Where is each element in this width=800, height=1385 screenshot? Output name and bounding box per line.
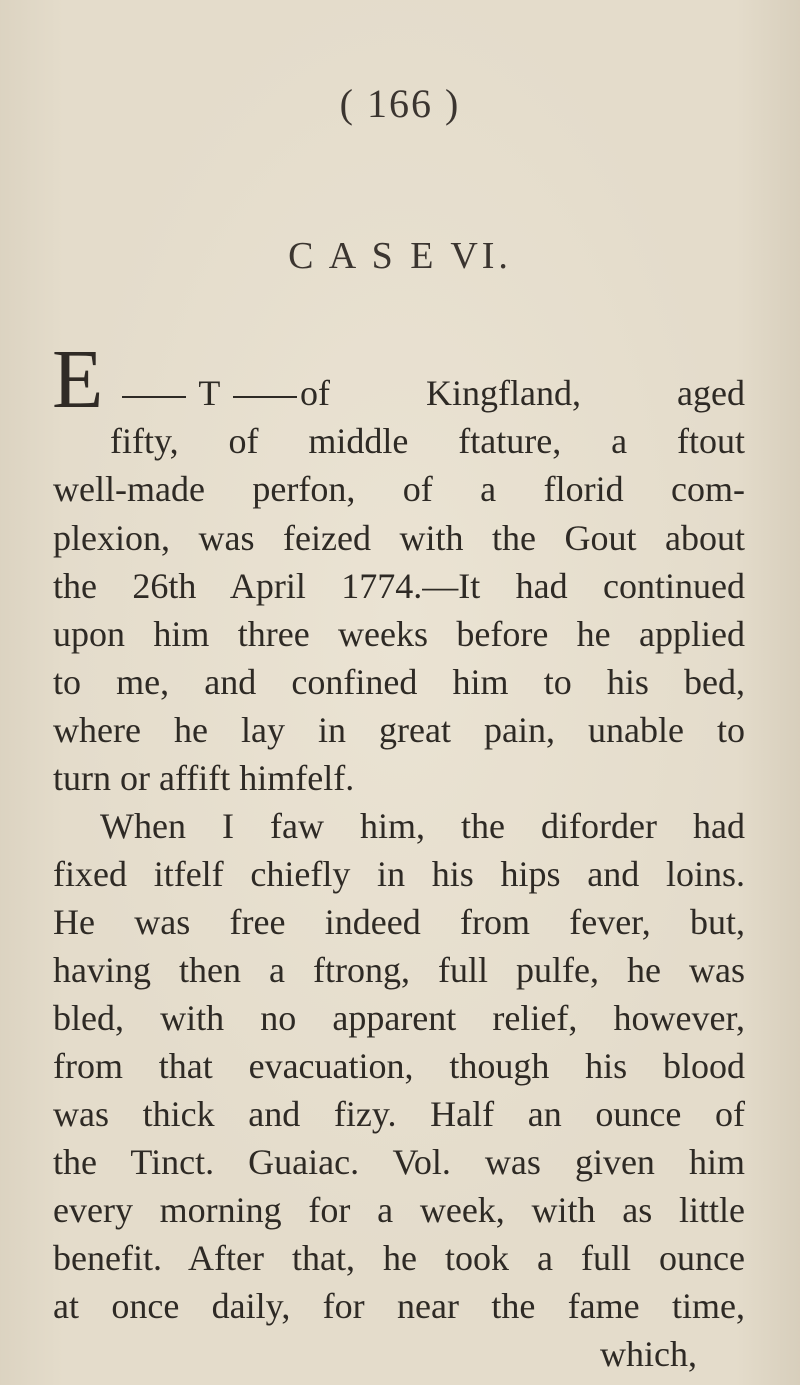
text-line-14: bled, with no apparent relief, however, [53, 998, 745, 1038]
name-initial: T [198, 373, 220, 413]
text-line-5: the 26th April 1774.—It had continued [53, 566, 745, 606]
text-line-6: upon him three weeks before he applied [53, 614, 745, 654]
name-dash-left [122, 396, 186, 398]
text-line-17: the Tinct. Guaiac. Vol. was given him [53, 1142, 745, 1182]
text-line-18: every morning for a week, with as little [53, 1190, 745, 1230]
text-line-20: at once daily, for near the fame time, [53, 1286, 745, 1326]
text-line-2: fifty, of middle ftature, a ftout [110, 421, 745, 461]
text-line-8: where he lay in great pain, unable to [53, 710, 745, 750]
text-line-3: well-made perfon, of a florid com- [53, 469, 745, 509]
text-line-9: turn or affift himfelf. [53, 758, 355, 798]
text-line-10: When I faw him, the diforder had [100, 806, 745, 846]
name-dash-right [233, 396, 297, 398]
case-heading: C A S E VI. [288, 235, 512, 277]
text-line-15: from that evacuation, though his blood [53, 1046, 745, 1086]
text-line-12: He was free indeed from fever, but, [53, 902, 745, 942]
text-line-19: benefit. After that, he took a full ounce [53, 1238, 745, 1278]
text-line-11: fixed itfelf chiefly in his hips and loins. [53, 854, 745, 894]
text-line-16: was thick and fizy. Half an ounce of [53, 1094, 745, 1134]
text-line-13: having then a ftrong, full pulfe, he was [53, 950, 745, 990]
text-line-1 [118, 375, 301, 411]
drop-cap: E [52, 333, 104, 426]
catchword: which, [600, 1334, 697, 1374]
text-line-1b: of Kingfland, aged [300, 373, 745, 413]
text-line-4: plexion, was feized with the Gout about [53, 518, 745, 558]
text-line-7: to me, and confined him to his bed, [53, 662, 745, 702]
page-number: ( 166 ) [339, 81, 461, 126]
